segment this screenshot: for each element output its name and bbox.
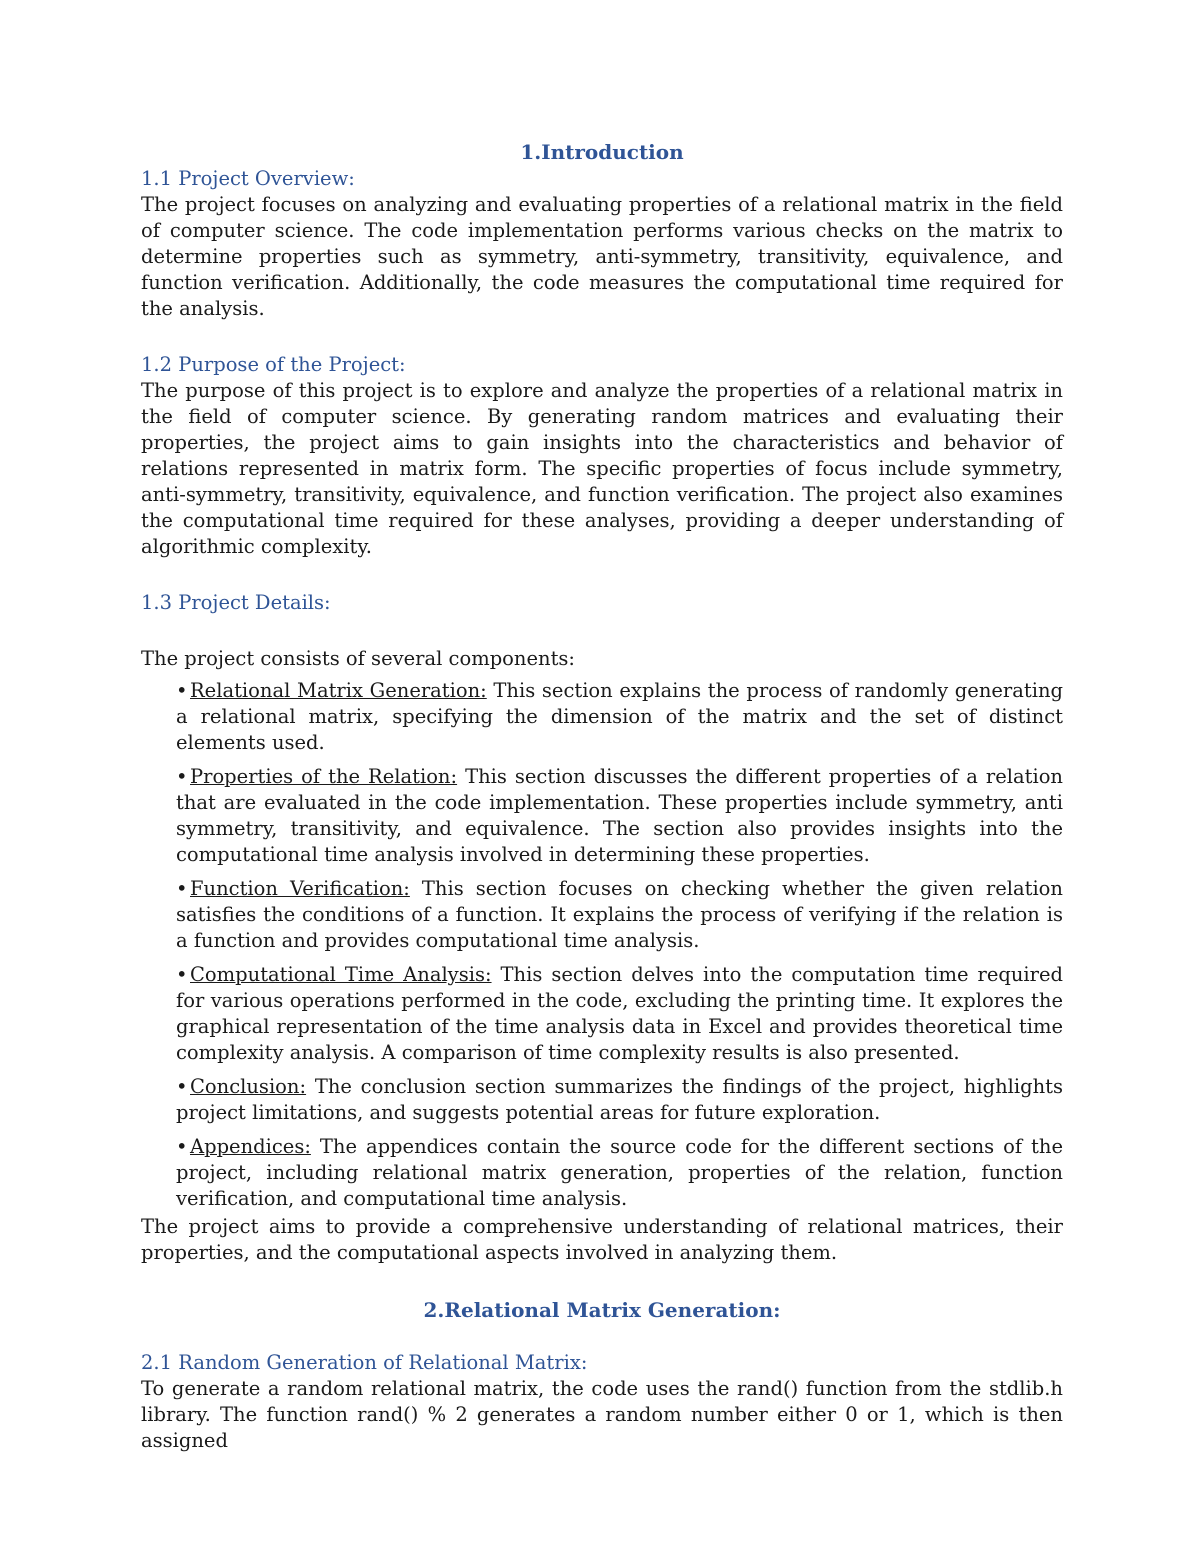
- list-item: [176, 678, 1063, 756]
- list-item: [176, 1074, 1063, 1126]
- list-item: [176, 764, 1063, 868]
- list-item-text: This section delves into the computation time required for various operations performed in the code, excluding the printing time. It explores the graphical representation of the time analysis data in Excel and provides theoretical time complexity analysis. A comparison of time complexity results is also presented.: [176, 963, 1063, 1064]
- list-item-title: Function Verification:: [190, 877, 410, 900]
- project-overview-heading: 1.1 Project Overview:: [141, 167, 355, 190]
- bullet-icon: •: [176, 1135, 188, 1158]
- list-item: [176, 962, 1063, 1066]
- project-details-heading: 1.3 Project Details:: [141, 591, 331, 614]
- relational-matrix-generation-heading: 2.Relational Matrix Generation:: [423, 1298, 781, 1322]
- random-generation-text: To generate a random relational matrix, the code uses the rand() function from the stdlib.h library. The function rand() % 2 generates a random number either 0 or 1, which is then assigned: [141, 1377, 1063, 1452]
- project-details-intro: The project consists of several components:: [141, 647, 575, 670]
- list-item-text: This section explains the process of randomly generating a relational matrix, specifying the dimension of the matrix and the set of distinct elements used.: [176, 679, 1063, 754]
- bullet-icon: •: [176, 877, 188, 900]
- bullet-icon: •: [176, 1075, 188, 1098]
- project-purpose-text: The purpose of this project is to explore and analyze the properties of a relational matrix in the field of computer science. By generating random matrices and evaluating their properties, the project aims to gain insights into the characteristics and behavior of relations represented in matrix form. The specific properties of focus include symmetry, anti-symmetry, transitivity, equivalence, and function verification. The project also examines the computational time required for these analyses, providing a deeper understanding of algorithmic complexity.: [141, 379, 1063, 558]
- project-purpose-heading: 1.2 Purpose of the Project:: [141, 353, 406, 376]
- introduction-heading: 1.Introduction: [520, 140, 684, 164]
- bullet-icon: •: [176, 963, 188, 986]
- list-item-text: The appendices contain the source code for the different sections of the project, including relational matrix generation, properties of the relation, function verification, and computational time analysis.: [176, 1135, 1063, 1210]
- list-item-text: This section focuses on checking whether the given relation satisfies the conditions of a function. It explains the process of verifying if the relation is a function and provides computational time analysis.: [176, 877, 1063, 952]
- list-item: [176, 1134, 1063, 1212]
- component-list: [141, 678, 1063, 1212]
- list-item: [176, 876, 1063, 954]
- page-content: [141, 138, 1063, 1454]
- project-details-conclusion: The project aims to provide a comprehensive understanding of relational matrices, their properties, and the computational aspects involved in analyzing them.: [141, 1215, 1063, 1264]
- list-item-title: Appendices:: [190, 1135, 311, 1158]
- bullet-icon: •: [176, 679, 188, 702]
- list-item-title: Conclusion:: [190, 1075, 307, 1098]
- list-item-title: Properties of the Relation:: [190, 765, 458, 788]
- random-generation-heading: 2.1 Random Generation of Relational Matrix:: [141, 1351, 588, 1374]
- list-item-text: This section discusses the different properties of a relation that are evaluated in the code implementation. These properties include symmetry, anti symmetry, transitivity, and equivalence. The section also provides insights into the computational time analysis involved in determining these properties.: [176, 765, 1063, 866]
- project-overview-text: The project focuses on analyzing and evaluating properties of a relational matrix in the field of computer science. The code implementation performs various checks on the matrix to determine properties such as symmetry, anti-symmetry, transitivity, equivalence, and function verification. Additionally, the code measures the computational time required for the analysis.: [141, 193, 1063, 320]
- list-item-title: Relational Matrix Generation:: [190, 679, 487, 702]
- list-item-text: The conclusion section summarizes the findings of the project, highlights project limitations, and suggests potential areas for future exploration.: [176, 1075, 1063, 1124]
- list-item-title: Computational Time Analysis:: [190, 963, 492, 986]
- bullet-icon: •: [176, 765, 188, 788]
